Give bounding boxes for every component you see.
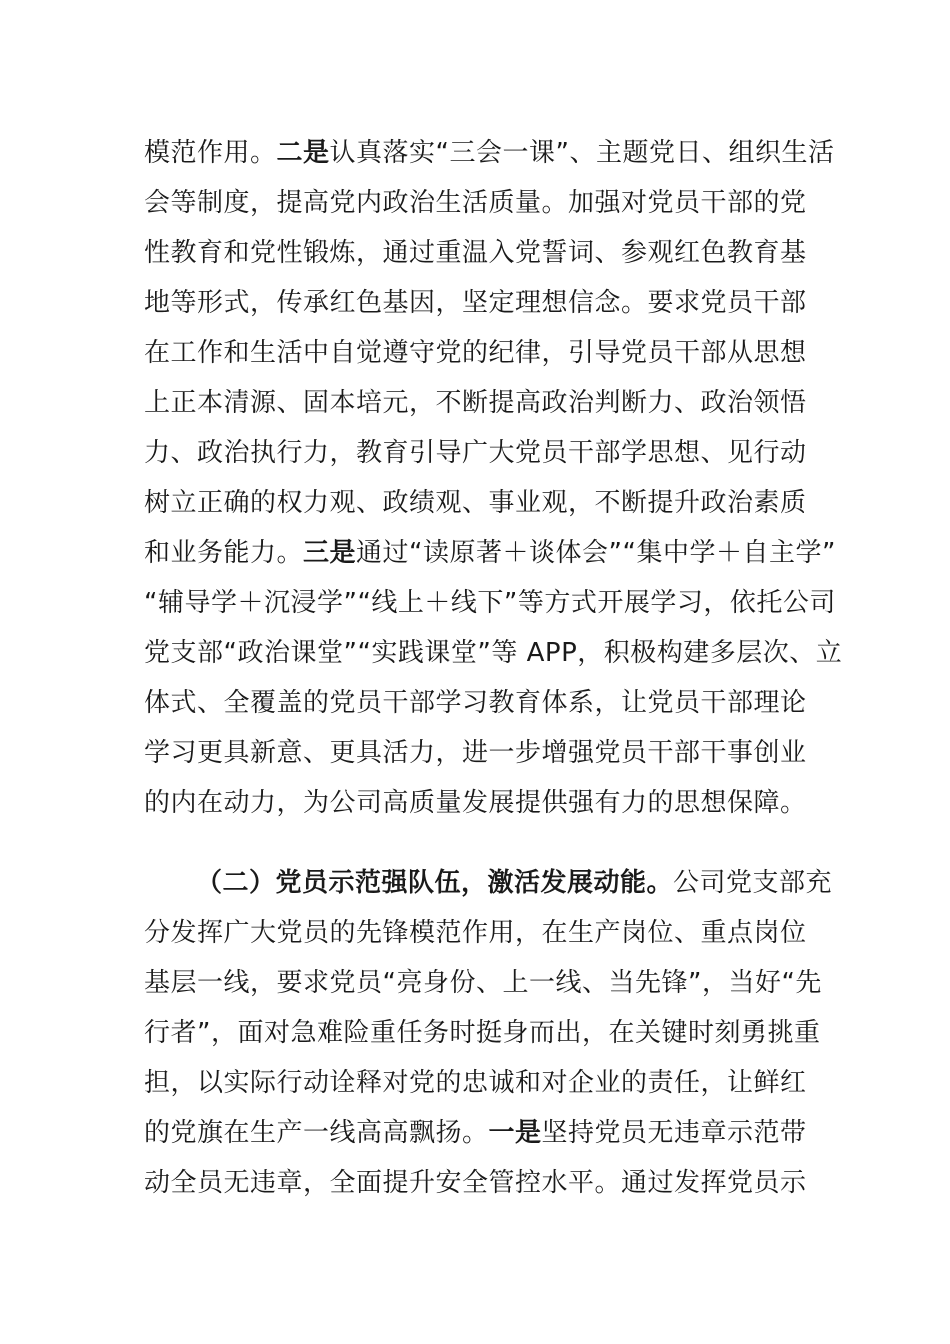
text-run: 的党旗在生产一线高高飘扬。: [144, 1118, 489, 1148]
text-run: 模范作用。: [144, 138, 277, 168]
text-line: 上正本清源、固本培元，不断提高政治判断力、政治领悟: [144, 388, 807, 418]
text-line: 会等制度，提高党内政治生活质量。加强对党员干部的党: [144, 188, 807, 218]
text-line: [144, 858, 833, 908]
text-run: 和业务能力。: [144, 538, 304, 568]
text-line: [144, 128, 835, 178]
text-line: [144, 528, 836, 578]
text-line: 性教育和党性锻炼，通过重温入党誓词、参观红色教育基: [144, 238, 807, 268]
paragraph-2: [144, 858, 833, 1208]
text-line: 学习更具新意、更具活力，进一步增强党员干部干事创业: [144, 738, 807, 768]
text-line: 担，以实际行动诠释对党的忠诚和对企业的责任，让鲜红: [144, 1068, 807, 1098]
text-line: 地等形式，传承红色基因，坚定理想信念。要求党员干部: [144, 288, 807, 318]
document-page: [144, 128, 843, 1208]
text-line: 分发挥广大党员的先锋模范作用，在生产岗位、重点岗位: [144, 918, 807, 948]
text-run: 认真落实“三会一课”、主题党日、组织生活: [329, 138, 835, 168]
section-heading: （二）党员示范强队伍，激活发展动能。: [196, 868, 674, 898]
paragraph-1: [144, 128, 843, 828]
text-run: 通过“读原著＋谈体会”“集中学＋自主学”: [356, 538, 836, 568]
text-line: 在工作和生活中自觉遵守党的纪律，引导党员干部从思想: [144, 338, 807, 368]
bold-marker: 二是: [276, 138, 330, 168]
text-line: 的内在动力，为公司高质量发展提供强有力的思想保障。: [144, 788, 807, 818]
text-line: 动全员无违章，全面提升安全管控水平。通过发挥党员示: [144, 1168, 807, 1198]
bold-marker: 一是: [488, 1118, 542, 1148]
text-line: 行者”，面对急难险重任务时挺身而出，在关键时刻勇挑重: [144, 1018, 821, 1048]
text-run: 坚持党员无违章示范带: [541, 1118, 807, 1148]
text-line: “辅导学＋沉浸学”“线上＋线下”等方式开展学习，依托公司: [144, 588, 836, 618]
text-line: 力、政治执行力，教育引导广大党员干部学思想、见行动: [144, 438, 807, 468]
paragraph-spacer: [144, 828, 806, 858]
text-run: 公司党支部充: [673, 868, 833, 898]
text-line: 基层一线，要求党员“亮身份、上一线、当先锋”，当好“先: [144, 968, 822, 998]
bold-marker: 三是: [303, 538, 357, 568]
text-line: 树立正确的权力观、政绩观、事业观，不断提升政治素质: [144, 488, 807, 518]
text-line: [144, 1108, 806, 1158]
text-line: 党支部“政治课堂”“实践课堂”等 APP，积极构建多层次、立: [144, 638, 843, 668]
text-line: 体式、全覆盖的党员干部学习教育体系，让党员干部理论: [144, 688, 807, 718]
